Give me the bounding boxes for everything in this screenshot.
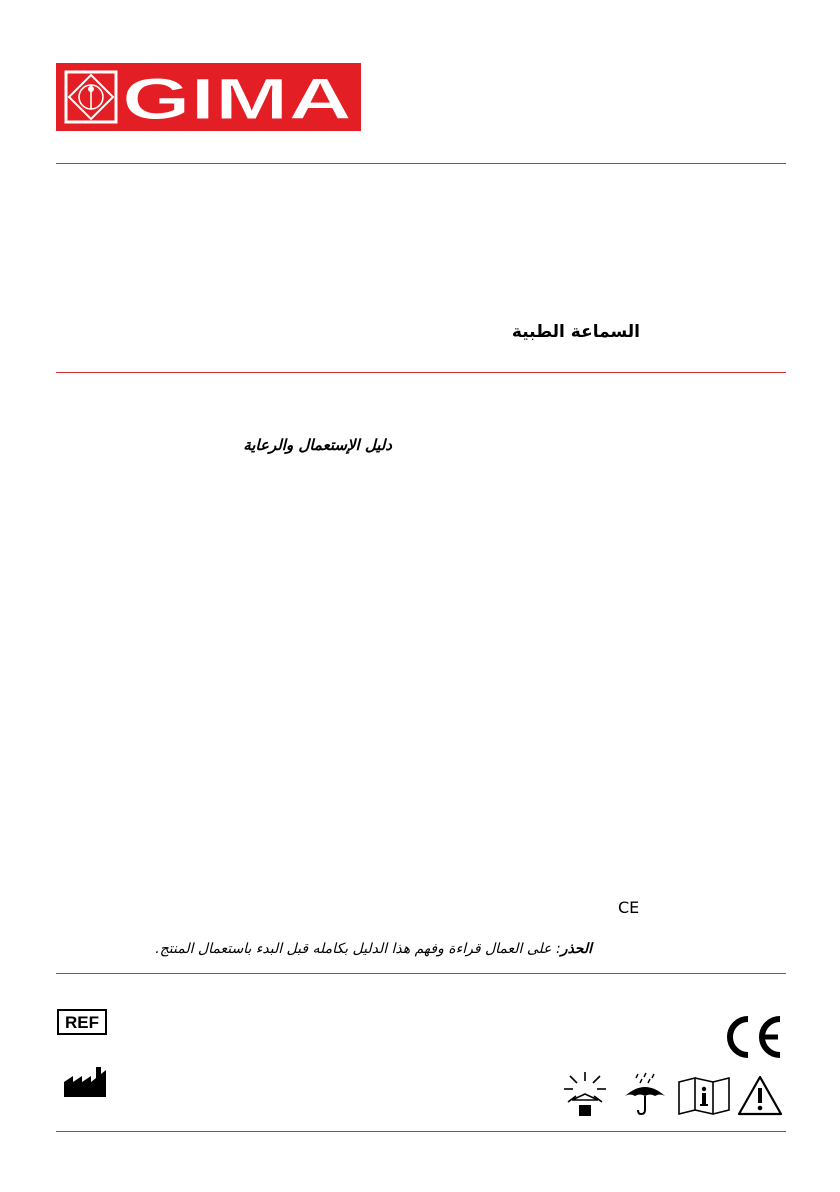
warning-label: الحذر	[560, 941, 592, 957]
manufacturer-icon	[63, 1066, 107, 1098]
divider-bottom	[56, 1131, 786, 1132]
ce-mark-icon	[618, 898, 784, 1061]
gima-logo-graphic	[56, 63, 361, 131]
divider-title	[56, 372, 786, 373]
ref-symbol	[57, 1009, 107, 1035]
product-title: السماعة الطبية	[511, 322, 640, 342]
warning-text: : على العمال قراءة وفهم هذا الدليل بكامله قبل البدء باستعمال المنتج.	[155, 941, 561, 957]
warning-line	[155, 941, 592, 957]
manual-title: دليل الإستعمال والرعاية	[243, 436, 392, 454]
ce-mark-label: CE	[618, 898, 640, 917]
caution-icon	[737, 1074, 783, 1116]
consult-instructions-icon	[677, 1076, 731, 1116]
ref-label: REF	[65, 1013, 99, 1032]
keep-dry-icon	[622, 1072, 668, 1116]
divider-warning	[56, 973, 786, 974]
gima-wordmark: GIMA	[122, 67, 352, 132]
keep-away-from-sunlight-icon	[562, 1070, 608, 1118]
gima-logo	[56, 63, 361, 131]
divider-top	[56, 163, 786, 164]
